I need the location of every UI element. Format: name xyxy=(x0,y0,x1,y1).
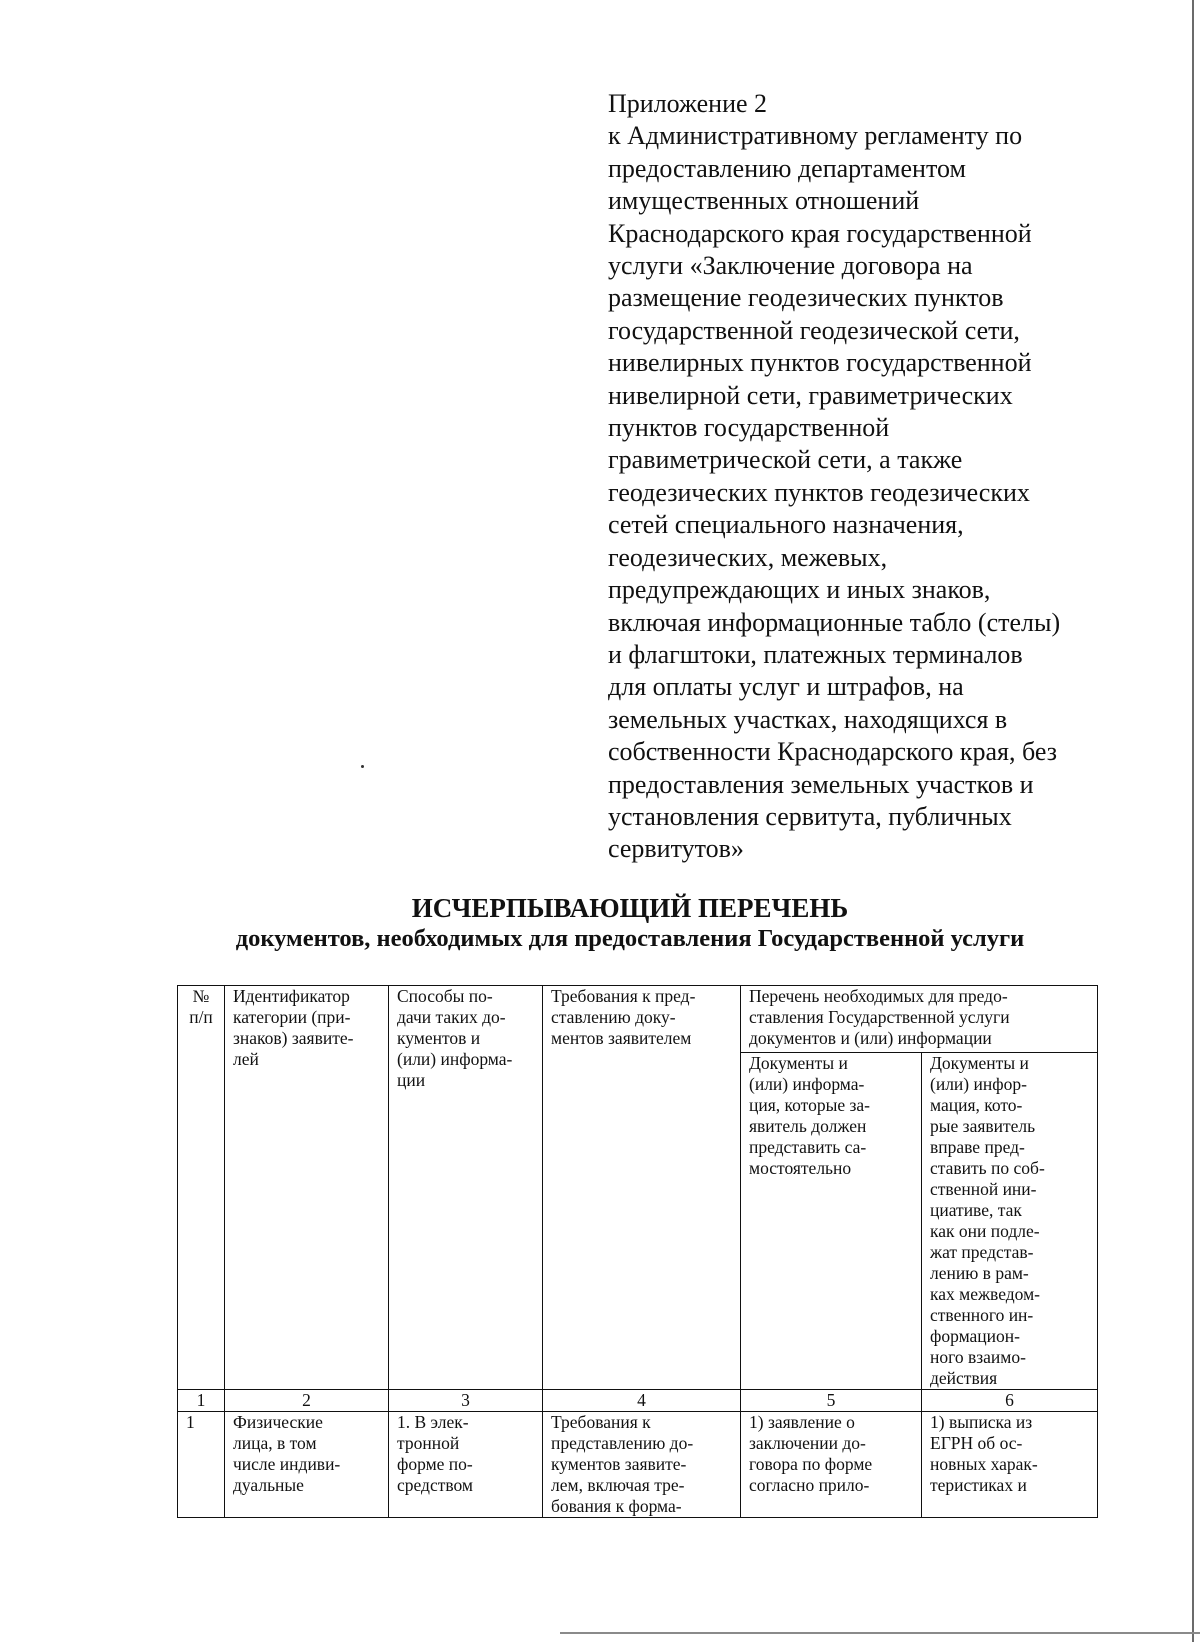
document-title: ИСЧЕРПЫВАЮЩИЙ ПЕРЕЧЕНЬ xyxy=(411,893,849,923)
column-number: 2 xyxy=(225,1390,389,1412)
submission-method-cell xyxy=(389,1412,543,1518)
text-line: представить са- xyxy=(749,1137,867,1157)
text-line: действия xyxy=(930,1368,998,1388)
text-line: дачи таких до- xyxy=(397,1007,506,1027)
text-line: Требования к пред- xyxy=(551,986,696,1006)
text-line: как они подле- xyxy=(930,1221,1040,1241)
text-line: к Административному регламенту по xyxy=(608,121,1023,151)
text-line: для оплаты услуг и штрафов, на xyxy=(608,672,964,702)
text-line: ставлению доку- xyxy=(551,1007,676,1027)
text-line: 1 xyxy=(186,1412,195,1432)
interagency-documents-cell xyxy=(922,1412,1098,1518)
text-line: нивелирных пунктов государственной xyxy=(608,348,1032,378)
text-line: 1) выписка из xyxy=(930,1412,1033,1432)
text-line: дуальные xyxy=(233,1475,304,1495)
text-line: геодезических, межевых, xyxy=(608,542,888,572)
scan-bottom-line xyxy=(560,1632,1200,1634)
column-number: 4 xyxy=(543,1390,741,1412)
text-line: согласно прило- xyxy=(749,1475,870,1495)
column-number: 3 xyxy=(389,1390,543,1412)
appendix-block xyxy=(608,88,1108,866)
text-line: сервитутов» xyxy=(608,834,744,864)
text-line: бования к форма- xyxy=(551,1496,682,1516)
text-line: Документы и xyxy=(930,1053,1029,1073)
text-line: № xyxy=(192,986,210,1006)
text-line: установления сервитута, публичных xyxy=(608,801,1012,831)
text-line: земельных участках, находящихся в xyxy=(608,704,1008,734)
text-line: (или) инфор- xyxy=(930,1074,1027,1094)
text-line: 1. В элек- xyxy=(397,1412,469,1432)
text-line: ЕГРН об ос- xyxy=(930,1433,1023,1453)
header-cell-applicant-category xyxy=(225,986,389,1390)
table-header-row xyxy=(178,986,1098,1053)
text-line: пунктов государственной xyxy=(608,413,890,443)
text-line: гравиметрической сети, а также xyxy=(608,445,963,475)
text-line: явитель должен xyxy=(749,1116,867,1136)
text-line: ция, которые за- xyxy=(749,1095,870,1115)
text-line: услуги «Заключение договора на xyxy=(608,251,973,281)
table-row xyxy=(178,1412,1098,1518)
text-line: ственной ини- xyxy=(930,1179,1037,1199)
text-line: числе индиви- xyxy=(233,1454,341,1474)
text-line: ставления Государственной услуги xyxy=(749,1007,1010,1027)
documents-table xyxy=(177,985,1098,1518)
text-line: ках межведом- xyxy=(930,1284,1040,1304)
column-number: 5 xyxy=(741,1390,922,1412)
text-line: Физические xyxy=(233,1412,323,1432)
requirements-cell xyxy=(543,1412,741,1518)
text-line: 1) заявление о xyxy=(749,1412,855,1432)
header-cell-requirements xyxy=(543,986,741,1390)
text-line: ставить по соб- xyxy=(930,1158,1045,1178)
text-line: новных харак- xyxy=(930,1454,1038,1474)
text-line: предоставления земельных участков и xyxy=(608,769,1034,799)
text-line: Требования к xyxy=(551,1412,651,1432)
text-line: ментов заявителем xyxy=(551,1028,692,1048)
text-line: Документы и xyxy=(749,1053,848,1073)
text-line: ции xyxy=(397,1070,426,1090)
text-line: государственной геодезической сети, xyxy=(608,315,1020,345)
text-line: мостоятельно xyxy=(749,1158,852,1178)
text-line: ного взаимо- xyxy=(930,1347,1026,1367)
text-line: (или) информа- xyxy=(749,1074,865,1094)
column-number-row xyxy=(178,1390,1098,1412)
own-documents-cell xyxy=(741,1412,922,1518)
text-line: Перечень необходимых для предо- xyxy=(749,986,1008,1006)
header-cell-own-documents xyxy=(741,1053,922,1390)
page-edge-line xyxy=(1192,0,1194,1642)
text-line: тронной xyxy=(397,1433,460,1453)
text-line: Способы по- xyxy=(397,986,493,1006)
text-line: знаков) заявите- xyxy=(233,1028,354,1048)
text-line: предоставлению департаментом xyxy=(608,153,966,183)
text-line: предупреждающих и иных знаков, xyxy=(608,575,991,605)
text-line: мация, кото- xyxy=(930,1095,1023,1115)
header-cell-interagency-documents xyxy=(922,1053,1098,1390)
text-line: лем, включая тре- xyxy=(551,1475,685,1495)
header-cell-documents-list xyxy=(741,986,1098,1053)
text-line: и флагштоки, платежных терминалов xyxy=(608,639,1023,669)
text-line: лению в рам- xyxy=(930,1263,1029,1283)
text-line: лей xyxy=(233,1049,259,1069)
text-line: заключении до- xyxy=(749,1433,866,1453)
text-line: категории (при- xyxy=(233,1007,351,1027)
text-line: жат представ- xyxy=(930,1242,1034,1262)
text-line: теристиках и xyxy=(930,1475,1027,1495)
scan-speck xyxy=(361,765,364,768)
text-line: циативе, так xyxy=(930,1200,1022,1220)
text-line: форме по- xyxy=(397,1454,473,1474)
text-line: нивелирной сети, гравиметрических xyxy=(608,380,1013,410)
document-subtitle: документов, необходимых для предоставления Государственной услуги xyxy=(235,925,1025,952)
text-line: п/п xyxy=(189,1007,213,1027)
text-line: собственности Краснодарского края, без xyxy=(608,737,1057,767)
text-line: сетей специального назначения, xyxy=(608,510,964,540)
text-line: вправе пред- xyxy=(930,1137,1025,1157)
text-line: кументов заявите- xyxy=(551,1454,687,1474)
text-line: средством xyxy=(397,1475,474,1495)
text-line: размещение геодезических пунктов xyxy=(608,283,1004,313)
text-line: включая информационные табло (стелы) xyxy=(608,607,1061,637)
text-line: Идентификатор xyxy=(233,986,350,1006)
text-line: (или) информа- xyxy=(397,1049,513,1069)
text-line: говора по форме xyxy=(749,1454,873,1474)
text-line: Приложение 2 xyxy=(608,89,768,118)
text-line: лица, в том xyxy=(233,1433,317,1453)
column-number: 1 xyxy=(178,1390,225,1412)
applicant-category-cell xyxy=(225,1412,389,1518)
text-line: представлению до- xyxy=(551,1433,694,1453)
header-cell-number xyxy=(178,986,225,1390)
text-line: формацион- xyxy=(930,1326,1020,1346)
header-cell-submission-methods xyxy=(389,986,543,1390)
text-line: кументов и xyxy=(397,1028,481,1048)
column-number: 6 xyxy=(922,1390,1098,1412)
text-line: Краснодарского края государственной xyxy=(608,218,1032,248)
row-number-cell xyxy=(178,1412,225,1518)
text-line: имущественных отношений xyxy=(608,186,920,216)
text-line: геодезических пунктов геодезических xyxy=(608,477,1030,507)
text-line: рые заявитель xyxy=(930,1116,1036,1136)
text-line: ственного ин- xyxy=(930,1305,1034,1325)
text-line: документов и (или) информации xyxy=(749,1028,992,1048)
